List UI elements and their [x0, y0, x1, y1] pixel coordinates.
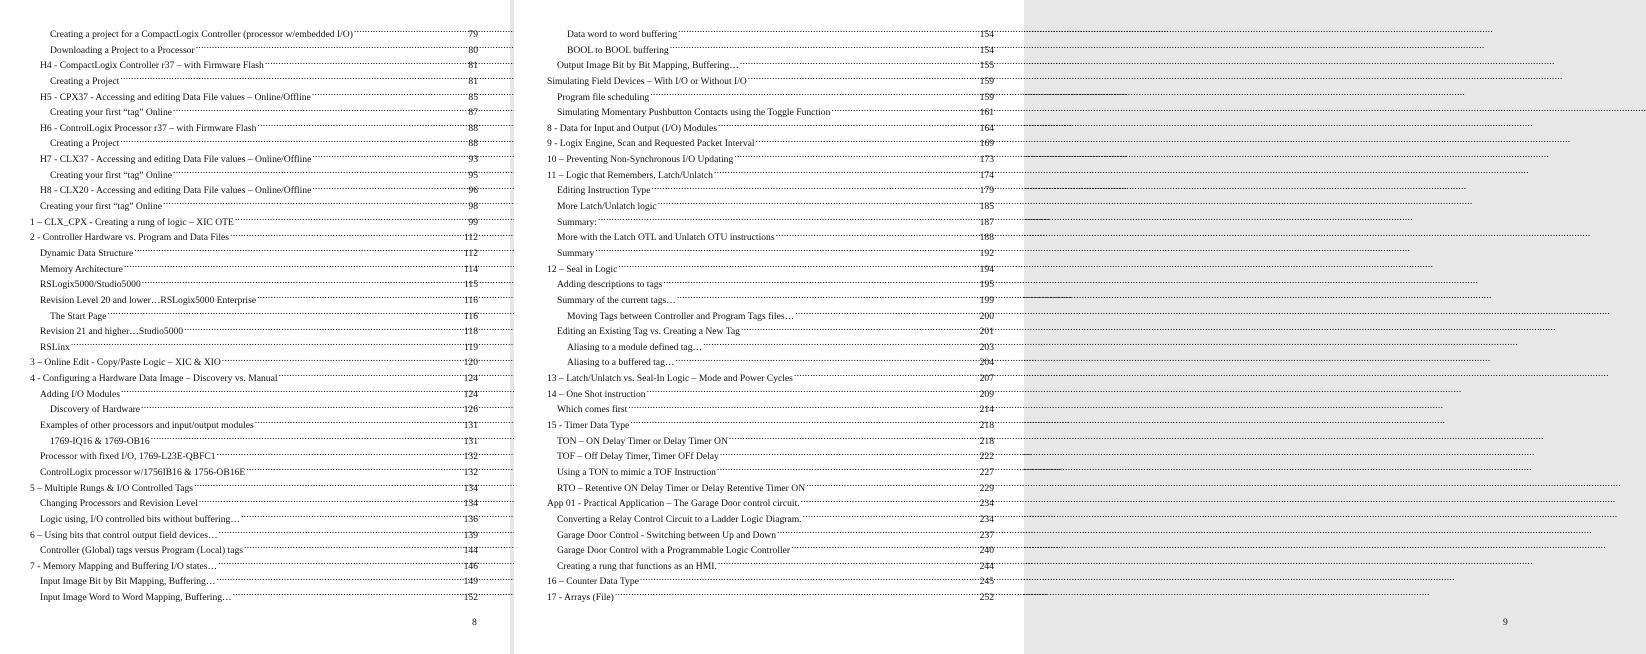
toc-entry-page: 237 — [979, 529, 994, 541]
toc-entry-page: 126 — [463, 404, 478, 416]
dot-leader — [794, 371, 979, 381]
toc-list-right — [547, 27, 994, 606]
dot-leader — [134, 246, 463, 256]
toc-entry-page: 93 — [468, 154, 478, 166]
toc-entry-title: 6 – Using bits that control output field devices… — [30, 529, 218, 541]
toc-entry-title: Downloading a Project to a Processor — [50, 44, 195, 56]
dot-leader — [279, 371, 463, 381]
toc-entry-title: 16 – Counter Data Type — [547, 576, 639, 588]
dot-leader — [756, 136, 979, 146]
dot-leader — [107, 309, 462, 319]
toc-entry-page: 229 — [979, 482, 994, 494]
toc-entry-title: 1 – CLX_CPX - Creating a rung of logic – XIC OTE — [30, 216, 234, 228]
toc-entry-title: Creating your first “tag” Online — [40, 201, 163, 213]
toc-entry-title: 13 – Latch/Unlatch vs. Seal-In Logic – Mode and Power Cycles — [547, 373, 793, 385]
toc-entry-page: 194 — [979, 263, 994, 275]
toc-entry-page: 218 — [979, 435, 994, 447]
toc-entry-page: 79 — [468, 29, 478, 40]
dot-leader — [640, 574, 979, 584]
left-page — [0, 0, 510, 654]
dot-leader — [163, 199, 467, 209]
toc-entry-title: H8 - CLX20 - Accessing and editing Data File values – Online/Offline — [40, 185, 312, 197]
toc-entry-title: The Start Page — [50, 310, 107, 322]
toc-entry-page: 234 — [979, 513, 994, 525]
toc-entry-title: More with the Latch OTL and Unlatch OTU instructions — [557, 232, 775, 244]
toc-entry-page: 131 — [463, 420, 478, 432]
dot-leader — [740, 58, 979, 68]
dot-leader — [312, 90, 468, 100]
dot-leader — [312, 152, 467, 162]
toc-entry-page: 85 — [468, 91, 478, 103]
toc-entry-page: 132 — [463, 451, 478, 463]
toc-entry-title: TON – ON Delay Timer or Delay Timer ON — [557, 435, 728, 447]
toc-entry-title: Creating a Project — [50, 75, 120, 87]
toc-entry-title: Garage Door Control with a Programmable Logic Controller — [557, 545, 791, 557]
toc-entry-title: RSLogix5000/Studio5000 — [40, 279, 141, 291]
toc-entry-title: Creating a project for a CompactLogix Controller (processor w/embedded I/O) — [50, 29, 353, 40]
dot-leader — [151, 434, 463, 444]
toc-entry-page: 173 — [979, 154, 994, 166]
toc-entry-title: Controller (Global) tags versus Program (Local) tags — [40, 545, 244, 557]
dot-leader — [615, 590, 979, 600]
toc-entry-page: 195 — [979, 279, 994, 291]
toc-entry-page: 120 — [463, 357, 478, 369]
dot-leader — [650, 90, 978, 100]
toc-entry-title: Simulating Momentary Pushbutton Contacts using the Toggle Function — [557, 107, 831, 119]
toc-entry-title: Summary of the current tags… — [557, 294, 676, 306]
toc-entry-page: 169 — [979, 138, 994, 150]
dot-leader — [222, 355, 463, 365]
toc-entry[interactable] — [30, 590, 478, 606]
toc-entry-title: Program file scheduling — [557, 91, 650, 103]
dot-leader — [141, 402, 463, 412]
toc-entry-title: RTO – Retentive ON Delay Timer or Delay Retentive Timer ON — [557, 482, 806, 494]
toc-entry-page: 132 — [463, 466, 478, 478]
dot-leader — [120, 74, 467, 84]
toc-entry-title: Using a TON to mimic a TOF Instruction — [557, 466, 716, 478]
toc-entry-title: Processor with fixed I/O, 1769-L23E-QBFC1 — [40, 451, 216, 463]
toc-entry-page: 227 — [979, 466, 994, 478]
toc-entry-title: Editing an Existing Tag vs. Creating a New Tag — [557, 326, 740, 338]
toc-entry-title: 5 – Multiple Rungs & I/O Controlled Tags — [30, 482, 194, 494]
toc-entry-title: H4 - CompactLogix Controller r37 – with Firmware Flash — [40, 60, 264, 72]
toc-entry-page: 136 — [463, 513, 478, 525]
toc-entry-title: TOF – Off Delay Timer, Timer OFf Delay — [557, 451, 719, 463]
right-page — [514, 0, 1508, 654]
toc-entry-title: ControlLogix processor w/1756IB16 & 1756-OB16E — [40, 466, 246, 478]
toc-entry-page: 124 — [463, 373, 478, 385]
toc-entry-page: 114 — [463, 263, 478, 275]
dot-leader — [354, 27, 468, 37]
toc-entry-page: 154 — [979, 29, 994, 40]
dot-leader — [718, 559, 979, 569]
toc-entry-title: Creating your first “tag” Online — [50, 169, 173, 181]
toc-entry-page: 115 — [463, 279, 478, 291]
page-number: 8 — [472, 617, 477, 628]
toc-entry-page: 214 — [979, 404, 994, 416]
toc-entry-title: Garage Door Control - Switching between Up and Down — [557, 529, 777, 541]
dot-leader — [235, 215, 468, 225]
dot-leader — [257, 293, 463, 303]
toc-entry-page: 96 — [468, 185, 478, 197]
dot-leader — [71, 340, 463, 350]
dot-leader — [142, 277, 463, 287]
toc-entry-title: RSLinx — [40, 341, 70, 353]
toc-entry-title: Creating a Project — [50, 138, 120, 150]
toc-entry-title: Simulating Field Devices – With I/O or Without I/O — [547, 75, 747, 87]
dot-leader — [173, 168, 467, 178]
toc-entry-title: 7 - Memory Mapping and Buffering I/O states… — [30, 560, 218, 572]
toc-entry-title: Dynamic Data Structure — [40, 247, 134, 259]
toc-entry-page: 81 — [468, 60, 478, 72]
toc-entry-page: 112 — [463, 247, 478, 259]
dot-leader — [598, 215, 979, 225]
dot-leader — [776, 230, 979, 240]
toc-entry-page: 152 — [463, 592, 478, 604]
toc-entry-page: 192 — [979, 247, 994, 259]
dot-leader — [795, 309, 978, 319]
dot-leader — [729, 434, 979, 444]
toc-entry-title: Adding I/O Modules — [40, 388, 120, 400]
dot-leader — [124, 262, 463, 272]
dot-leader — [777, 528, 979, 538]
toc-entry-title: Revision Level 20 and lower…RSLogix5000 Enterprise — [40, 294, 257, 306]
toc-entry-title: Logic using, I/O controlled bits without buffering… — [40, 513, 240, 525]
dot-leader — [120, 136, 467, 146]
toc-entry-page: 124 — [463, 388, 478, 400]
toc-entry-title: 1769-IQ16 & 1769-OB16 — [50, 435, 150, 447]
dot-leader — [670, 43, 979, 53]
toc-entry-page: 209 — [979, 388, 994, 400]
toc-entry-page: 159 — [979, 75, 994, 87]
toc-entry-title: 8 - Data for Input and Output (I/O) Modules — [547, 122, 717, 134]
toc-entry-page: 131 — [463, 435, 478, 447]
dot-leader — [196, 43, 468, 53]
dot-leader — [734, 152, 978, 162]
toc-entry-title: 2 - Controller Hardware vs. Program and Data Files — [30, 232, 230, 244]
toc-entry-page: 144 — [463, 545, 478, 557]
toc-entry-page: 222 — [979, 451, 994, 463]
toc-entry-title: H7 - CLX37 - Accessing and editing Data File values – Online/Offline — [40, 154, 312, 166]
dot-leader — [806, 481, 978, 491]
toc-entry-page: 218 — [979, 420, 994, 432]
toc-entry-title: Input Image Bit by Bit Mapping, Buffering… — [40, 576, 216, 588]
dot-leader — [717, 465, 979, 475]
toc-entry-page: 118 — [463, 326, 478, 338]
toc-entry-title: Output Image Bit by Bit Mapping, Buffering… — [557, 60, 739, 72]
dot-leader — [651, 183, 978, 193]
toc-entry-page: 134 — [463, 482, 478, 494]
dot-leader — [257, 121, 467, 131]
toc-entry-title: Examples of other processors and input/output modules — [40, 420, 254, 432]
toc-entry-page: 99 — [468, 216, 478, 228]
toc-entry-page: 245 — [979, 576, 994, 588]
toc-entry-page: 204 — [979, 357, 994, 369]
toc-entry-title: Converting a Relay Control Circuit to a Ladder Logic Diagram. — [557, 513, 802, 525]
dot-leader — [803, 512, 979, 522]
toc-entry-page: 80 — [468, 44, 478, 56]
toc-entry-page: 199 — [979, 294, 994, 306]
toc-entry-title: 15 - Timer Data Type — [547, 420, 630, 432]
toc-entry-page: 179 — [979, 185, 994, 197]
toc-entry-page: 81 — [468, 75, 478, 87]
toc-entry-title: 10 – Preventing Non-Synchronous I/O Updating — [547, 154, 734, 166]
toc-entry-page: 154 — [979, 44, 994, 56]
dot-leader — [748, 74, 979, 84]
dot-leader — [714, 168, 979, 178]
toc-entry-page: 161 — [979, 107, 994, 119]
toc-entry-title: 14 – One Shot instruction — [547, 388, 646, 400]
toc-entry-page: 134 — [463, 498, 478, 510]
dot-leader — [246, 465, 462, 475]
toc-entry-title: 9 - Logix Engine, Scan and Requested Packet Interval — [547, 138, 755, 150]
dot-leader — [219, 528, 463, 538]
dot-leader — [265, 58, 468, 68]
dot-leader — [217, 449, 463, 459]
toc-entry-title: Memory Architecture — [40, 263, 123, 275]
toc-entry-title: Editing Instruction Type — [557, 185, 651, 197]
dot-leader — [230, 230, 463, 240]
toc-entry-page: 207 — [979, 373, 994, 385]
dot-leader — [595, 246, 978, 256]
toc-entry-title: Input Image Word to Word Mapping, Buffering… — [40, 592, 232, 604]
toc-entry-title: Data word to word buffering — [567, 29, 678, 40]
dot-leader — [618, 262, 978, 272]
dot-leader — [184, 324, 463, 334]
toc-entry-title: Which comes first — [557, 404, 628, 416]
dot-leader — [241, 512, 463, 522]
toc-entry-page: 146 — [463, 560, 478, 572]
toc-entry-page: 119 — [463, 341, 478, 353]
toc-list-left — [30, 27, 478, 606]
dot-leader — [216, 574, 462, 584]
toc-entry-page: 234 — [979, 498, 994, 510]
toc-entry-title: 12 – Seal in Logic — [547, 263, 618, 275]
dot-leader — [121, 387, 463, 397]
dot-leader — [244, 543, 463, 553]
toc-entry-title: 4 - Configuring a Hardware Data Image – Discovery vs. Manual — [30, 373, 278, 385]
toc-entry[interactable] — [547, 590, 994, 606]
toc-entry-title: 17 - Arrays (File) — [547, 592, 614, 604]
toc-entry-title: Moving Tags between Controller and Program Tags files… — [567, 310, 795, 322]
toc-entry-page: 116 — [463, 310, 478, 322]
toc-entry-title: App 01 - Practical Application – The Garage Door control circuit. — [547, 498, 800, 510]
dot-leader — [233, 590, 463, 600]
dot-leader — [741, 324, 979, 334]
toc-entry-page: 98 — [468, 201, 478, 213]
toc-entry-title: H5 - CPX37 - Accessing and editing Data File values – Online/Offline — [40, 91, 311, 103]
dot-leader — [194, 481, 463, 491]
toc-entry-title: Summary — [557, 247, 595, 259]
dot-leader — [658, 199, 979, 209]
toc-entry-title: Revision 21 and higher…Studio5000 — [40, 326, 184, 338]
dot-leader — [675, 355, 978, 365]
dot-leader — [647, 387, 979, 397]
dot-leader — [831, 105, 978, 115]
dot-leader — [218, 559, 462, 569]
dot-leader — [255, 418, 463, 428]
dot-leader — [312, 183, 467, 193]
toc-entry-title: Creating your first “tag” Online — [50, 107, 173, 119]
toc-entry-page: 164 — [979, 122, 994, 134]
dot-leader — [173, 105, 467, 115]
dot-leader — [791, 543, 978, 553]
toc-entry-page: 88 — [468, 138, 478, 150]
toc-entry-page: 240 — [979, 545, 994, 557]
toc-entry-title: Adding descriptions to tags — [557, 279, 663, 291]
dot-leader — [720, 449, 979, 459]
dot-leader — [663, 277, 978, 287]
toc-entry-title: Changing Processors and Revision Level — [40, 498, 198, 510]
toc-entry-page: 155 — [979, 60, 994, 72]
page-number: 9 — [1503, 617, 1508, 628]
toc-entry-page: 188 — [979, 232, 994, 244]
toc-entry-title: H6 - ControlLogix Processor r37 – with Firmware Flash — [40, 122, 257, 134]
toc-entry-page: 112 — [463, 232, 478, 244]
toc-entry-page: 187 — [979, 216, 994, 228]
toc-entry-page: 201 — [979, 326, 994, 338]
dot-leader — [801, 496, 979, 506]
toc-entry-title: BOOL to BOOL buffering — [567, 44, 669, 56]
dot-leader — [677, 293, 979, 303]
toc-entry-title: Discovery of Hardware — [50, 404, 141, 416]
toc-entry-title: Aliasing to a module defined tag… — [567, 341, 703, 353]
dot-leader — [628, 402, 978, 412]
toc-entry-page: 174 — [979, 169, 994, 181]
toc-entry-title: Summary: — [557, 216, 597, 228]
toc-entry-title: Aliasing to a buffered tag… — [567, 357, 675, 369]
toc-entry-title: More Latch/Unlatch logic — [557, 201, 657, 213]
toc-entry-title: 3 – Online Edit - Copy/Paste Logic – XIC & XIO — [30, 357, 221, 369]
dot-leader — [703, 340, 979, 350]
toc-entry-page: 244 — [979, 560, 994, 572]
toc-entry-page: 139 — [463, 529, 478, 541]
toc-entry-page: 149 — [463, 576, 478, 588]
toc-entry-title: Creating a rung that functions as an HMI. — [557, 560, 717, 572]
toc-entry-page: 95 — [468, 169, 478, 181]
toc-entry-page: 203 — [979, 341, 994, 353]
toc-entry-page: 116 — [463, 294, 478, 306]
toc-entry-page: 88 — [468, 122, 478, 134]
dot-leader — [678, 27, 978, 37]
toc-entry-title: 11 – Logic that Remembers, Latch/Unlatch — [547, 169, 713, 181]
dot-leader — [630, 418, 978, 428]
toc-entry-page: 200 — [979, 310, 994, 322]
toc-entry-page: 159 — [979, 91, 994, 103]
toc-entry-page: 252 — [979, 592, 994, 604]
dot-leader — [199, 496, 463, 506]
toc-entry-page: 87 — [468, 107, 478, 119]
dot-leader — [718, 121, 979, 131]
toc-entry-page: 185 — [979, 201, 994, 213]
